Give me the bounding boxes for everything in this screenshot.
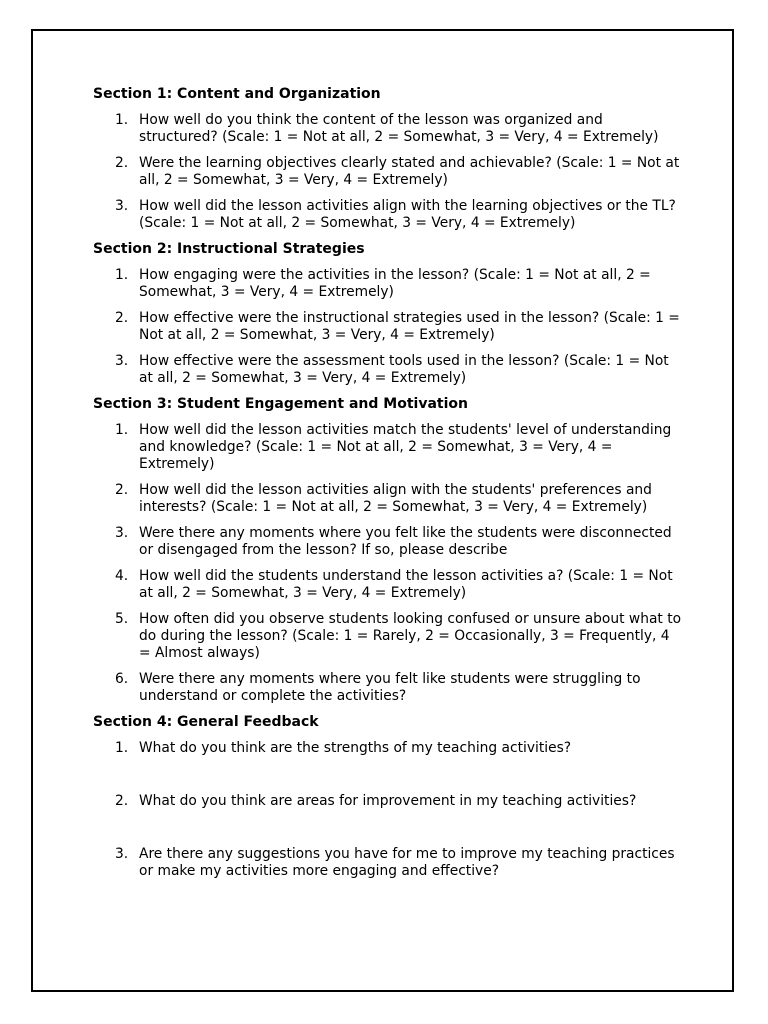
question-text: How effective were the assessment tools used in the lesson? (Scale: 1 = Not at all, 2 = Somewhat, 3 = Very, 4 = Extremely) xyxy=(139,353,669,386)
question-text: Were there any moments where you felt like the students were disconnected or disengaged from the lesson? If so, please describe xyxy=(139,525,672,558)
question-number: 3. xyxy=(115,198,129,214)
question-number: 1. xyxy=(115,740,129,756)
question-item xyxy=(93,422,683,473)
question-text: How well do you think the content of the lesson was organized and structured? (Scale: 1 = Not at all, 2 = Somewhat, 3 = Very, 4 = Extremely) xyxy=(139,112,659,145)
question-text: How engaging were the activities in the lesson? (Scale: 1 = Not at all, 2 = Somewhat, 3 = Very, 4 = Extremely) xyxy=(139,267,651,300)
question-item xyxy=(93,310,683,344)
question-item xyxy=(93,155,683,189)
question-number: 2. xyxy=(115,310,129,326)
question-number: 3. xyxy=(115,353,129,369)
question-text: What do you think are areas for improvement in my teaching activities? xyxy=(139,793,637,809)
question-item xyxy=(93,611,683,662)
question-text: How well did the students understand the lesson activities a? (Scale: 1 = Not at all, 2 = Somewhat, 3 = Very, 4 = Extremely) xyxy=(139,568,673,601)
question-number: 2. xyxy=(115,793,129,809)
question-item xyxy=(93,671,683,705)
question-text: How well did the lesson activities align with the learning objectives or the TL? (Scale: 1 = Not at all, 2 = Somewhat, 3 = Very, 4 = Extremely) xyxy=(139,198,676,231)
question-number: 6. xyxy=(115,671,129,687)
document-body xyxy=(93,86,683,889)
question-item xyxy=(93,740,683,757)
question-item xyxy=(93,482,683,516)
question-number: 4. xyxy=(115,568,129,584)
question-number: 1. xyxy=(115,112,129,128)
section-4-questions xyxy=(93,740,683,880)
question-item xyxy=(93,112,683,146)
question-number: 2. xyxy=(115,482,129,498)
question-text: Are there any suggestions you have for me to improve my teaching practices or make my activities more engaging and effective? xyxy=(139,846,675,879)
question-text: How well did the lesson activities align with the students' preferences and interests? (Scale: 1 = Not at all, 2 = Somewhat, 3 = Very, 4 = Extremely) xyxy=(139,482,652,515)
question-text: Were there any moments where you felt like students were struggling to understand or complete the activities? xyxy=(139,671,641,704)
question-item xyxy=(93,267,683,301)
question-item xyxy=(93,353,683,387)
section-2-questions xyxy=(93,267,683,387)
question-text: What do you think are the strengths of my teaching activities? xyxy=(139,740,572,756)
question-text: Were the learning objectives clearly stated and achievable? (Scale: 1 = Not at all, 2 = Somewhat, 3 = Very, 4 = Extremely) xyxy=(139,155,680,188)
question-text: How often did you observe students looking confused or unsure about what to do during the lesson? (Scale: 1 = Rarely, 2 = Occasionally, 3 = Frequently, 4 = Almost always) xyxy=(139,611,682,661)
question-text: How effective were the instructional strategies used in the lesson? (Scale: 1 = Not at all, 2 = Somewhat, 3 = Very, 4 = Extremely) xyxy=(139,310,680,343)
question-item xyxy=(93,846,683,880)
question-number: 3. xyxy=(115,525,129,541)
question-number: 5. xyxy=(115,611,129,627)
section-4-heading: Section 4: General Feedback xyxy=(93,714,319,730)
section-3-heading: Section 3: Student Engagement and Motivation xyxy=(93,396,468,412)
question-item xyxy=(93,793,683,810)
section-1-heading: Section 1: Content and Organization xyxy=(93,86,381,102)
question-number: 3. xyxy=(115,846,129,862)
section-1-questions xyxy=(93,112,683,232)
section-2-heading: Section 2: Instructional Strategies xyxy=(93,241,365,257)
section-3-questions xyxy=(93,422,683,705)
question-number: 1. xyxy=(115,267,129,283)
question-item xyxy=(93,198,683,232)
question-number: 2. xyxy=(115,155,129,171)
question-item xyxy=(93,568,683,602)
question-number: 1. xyxy=(115,422,129,438)
question-item xyxy=(93,525,683,559)
question-text: How well did the lesson activities match the students' level of understanding and knowledge? (Scale: 1 = Not at all, 2 = Somewhat, 3 = Very, 4 = Extremely) xyxy=(139,422,672,472)
